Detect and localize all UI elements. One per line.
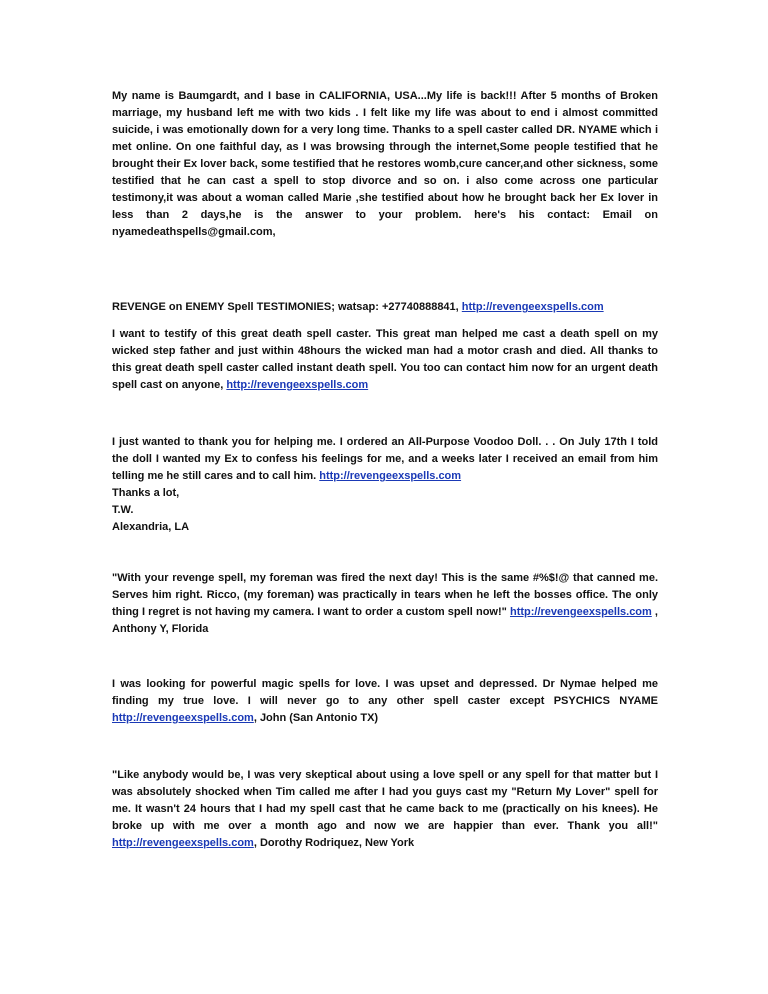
testimony-author: , John (San Antonio TX)	[253, 712, 379, 724]
testimony-text: I want to testify of this great death spell caster. This great man helped me cast a death spell on my wicked step father and just within 48hours the wicked man had a motor crash and died. All thanks to this great death spell caster called instant death spell. You too can contact him now for an urgent death spell cast on anyone,	[112, 328, 658, 391]
spacer	[112, 727, 658, 767]
testimony-author: , Dorothy Rodriquez, New York	[253, 837, 415, 849]
signoff: Thanks a lot,	[112, 487, 180, 499]
testimony-link[interactable]: http://revengeexspells.com	[509, 606, 652, 618]
document-page	[112, 88, 658, 852]
testimony-death-spell	[112, 326, 658, 394]
heading-text: REVENGE on ENEMY Spell TESTIMONIES; watsap: +27740888841,	[112, 301, 462, 313]
testimony-john	[112, 676, 658, 727]
testimony-voodoo-doll	[112, 434, 658, 536]
testimony-link[interactable]: http://revengeexspells.com	[319, 470, 462, 482]
initials: T.W.	[112, 504, 134, 516]
section-heading	[112, 299, 658, 316]
testimony-author: , Anthony Y, Florida	[112, 606, 658, 635]
testimony-anthony	[112, 570, 658, 638]
testimony-link[interactable]: http://revengeexspells.com	[226, 379, 369, 391]
testimony-baumgardt	[112, 88, 658, 241]
spacer	[112, 241, 658, 299]
testimony-text: "Like anybody would be, I was very skeptical about using a love spell or any spell for that matter but I was absolutely shocked when Tim called me after I had you guys cast my "Return My Lover" spell for me. It wasn't 24 hours that I had my spell cast that he came back to me (practically on his knees). He broke up with me over a month ago and now we are happier than ever. Thank you all!"	[112, 769, 658, 832]
location: Alexandria, LA	[112, 521, 190, 533]
spacer	[112, 638, 658, 676]
spacer	[112, 316, 658, 326]
testimony-text: I just wanted to thank you for helping me. I ordered an All-Purpose Voodoo Doll. . . On July 17th I told the doll I wanted my Ex to confess his feelings for me, and a weeks later I received an email from him telling me he still cares and to call him.	[112, 436, 658, 482]
spacer	[112, 394, 658, 434]
heading-link[interactable]: http://revengeexspells.com	[461, 301, 604, 313]
testimony-text: "With your revenge spell, my foreman was fired the next day! This is the same #%$!@ that canned me. Serves him right. Ricco, (my foreman) was practically in tears when he left the bosses office. The only thing I regret is not having my camera. I want to order a custom spell now!"	[112, 572, 658, 618]
testimony-link[interactable]: http://revengeexspells.com	[112, 712, 254, 724]
testimony-link[interactable]: http://revengeexspells.com	[112, 837, 254, 849]
testimony-text: My name is Baumgardt, and I base in CALIFORNIA, USA...My life is back!!! After 5 months of Broken marriage, my husband left me with two kids . I felt like my life was about to end i almost committed suicide, i was emotionally down for a very long time. Thanks to a spell caster called DR. NYAME which i met online. On one faithful day, as I was browsing through the internet,Some people testified that he brought their Ex lover back, some testified that he restores womb,cure cancer,and other sickness, some testified that he can cast a spell to stop divorce and so on. i also come across one particular testimony,it was about a woman called Marie ,she testified about how he brought back her Ex lover in less than 2 days,he is the answer to your problem. here's his contact: Email on nyamedeathspells@gmail.com,	[112, 90, 658, 238]
spacer	[112, 536, 658, 570]
testimony-text: I was looking for powerful magic spells for love. I was upset and depressed. Dr Nymae helped me finding my true love. I will never go to any other spell caster except PSYCHICS NYAME	[112, 678, 658, 707]
testimony-dorothy	[112, 767, 658, 852]
